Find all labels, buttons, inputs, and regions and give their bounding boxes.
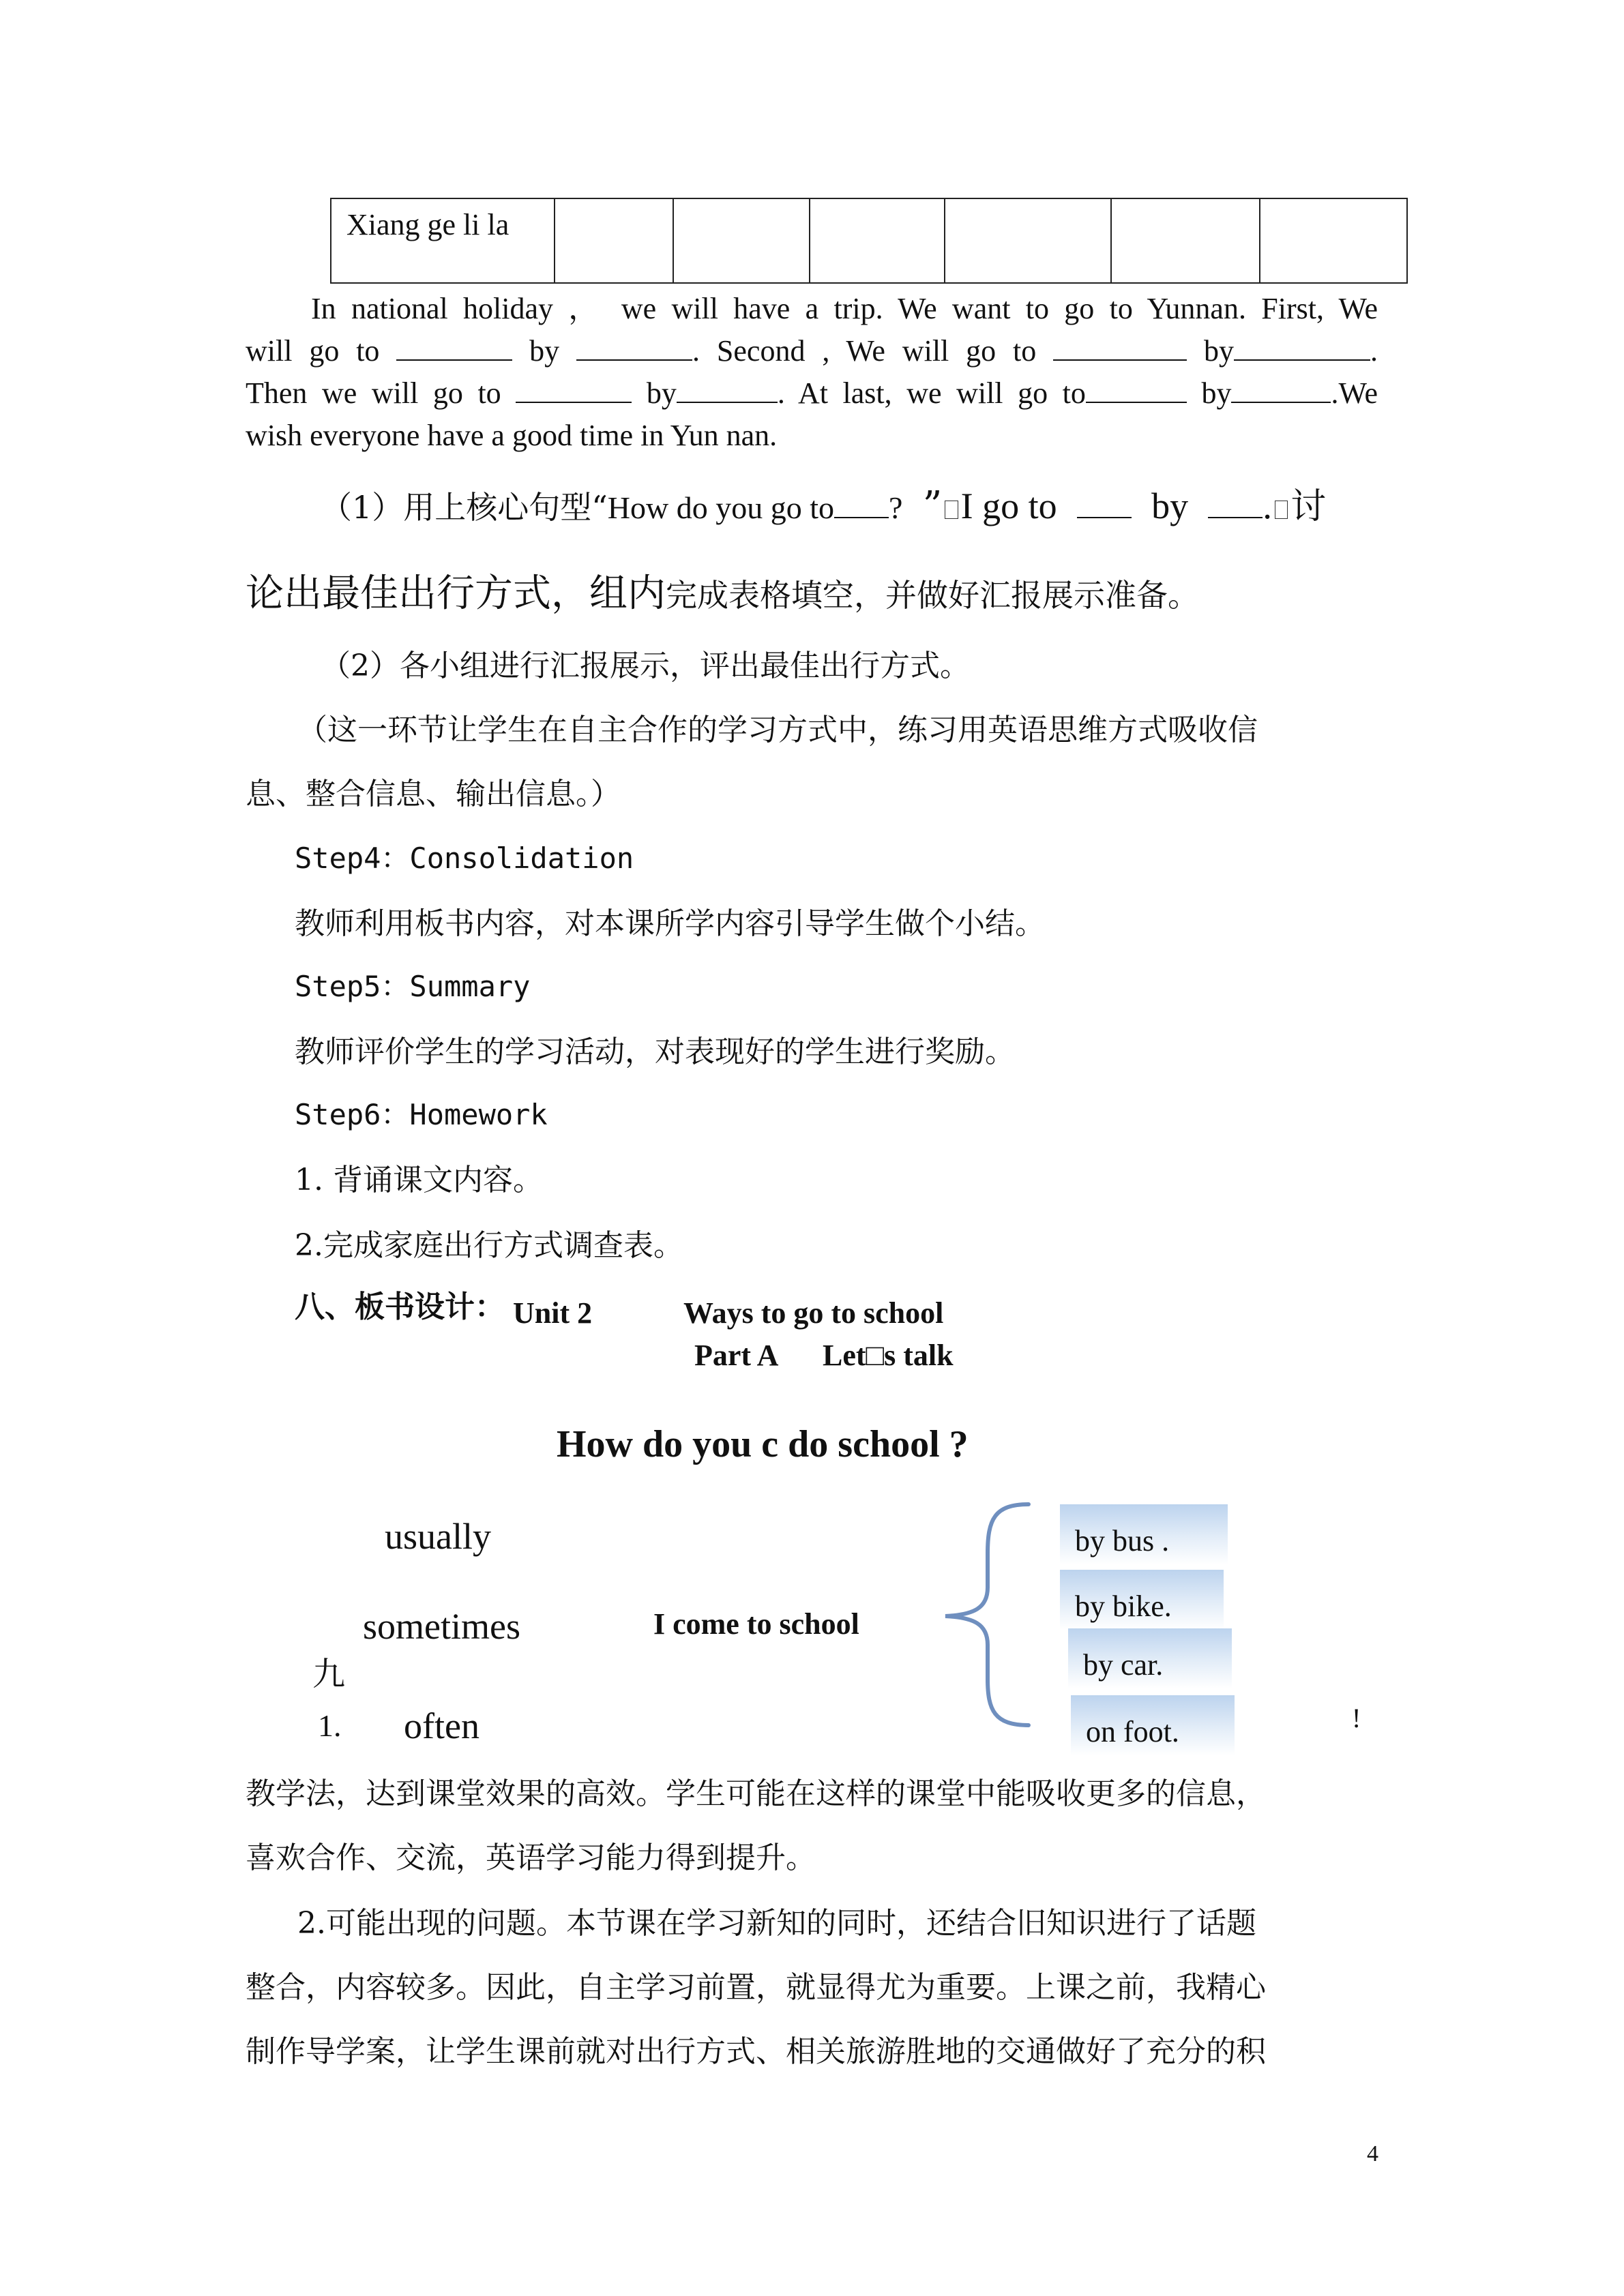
trip-paragraph: [246, 288, 1378, 457]
empty-cell[interactable]: [810, 198, 945, 283]
board-heading: 八、板书设计：: [295, 1289, 505, 1324]
freq-often: often: [404, 1705, 479, 1746]
after-line-1: 教学法，达到课堂效果的高效。学生可能在这样的课堂中能吸收更多的信息，: [246, 1776, 1266, 1811]
step4-text: 教师利用板书内容，对本课所学内容引导学生做个小结。: [295, 906, 1045, 941]
freq-sometimes: sometimes: [363, 1606, 520, 1647]
way-label: by car.: [1083, 1648, 1164, 1682]
para-line-3: Then we will go to by . At last, we will go to by .We: [246, 376, 1378, 410]
blank-field[interactable]: [576, 335, 692, 361]
homework-2: 2.完成家庭出行方式调查表。: [295, 1228, 683, 1263]
step5-text: 教师评价学生的学习活动，对表现好的学生进行奖励。: [295, 1034, 1015, 1069]
board-unit: Unit 2: [513, 1296, 593, 1330]
blank-field[interactable]: [1231, 377, 1331, 403]
table-row: [331, 198, 1407, 283]
note-line-1: （这一环节让学生在自主合作的学习方式中，练习用英语思维方式吸收信: [297, 713, 1258, 747]
way-box-car: [1068, 1628, 1232, 1688]
item-2: （2）各小组进行汇报展示，评出最佳出行方式。: [321, 648, 970, 683]
para-line-4: wish everyone have a good time in Yun nan.: [246, 419, 778, 452]
nine-heading-fragment: 九: [312, 1655, 346, 1693]
page-number: 4: [1367, 2141, 1378, 2166]
place-cell: Xiang ge li la: [331, 198, 555, 283]
para-line-1: In national holiday ， we will have a trip. We want to go to Yunnan. First, We: [311, 292, 1378, 325]
item-1-line-2: 论出最佳出行方式，组内完成表格填空，并做好汇报展示准备。: [246, 571, 1199, 616]
board-sentence: I come to school: [653, 1607, 859, 1641]
homework-1: 1. 背诵课文内容。: [295, 1163, 543, 1197]
empty-cell[interactable]: [673, 198, 810, 283]
edge-mark: !: [1352, 1703, 1361, 1733]
blank-field[interactable]: [1077, 492, 1132, 518]
blank-field[interactable]: [516, 377, 632, 403]
empty-cell[interactable]: [945, 198, 1111, 283]
list-number-1: 1.: [318, 1708, 342, 1743]
empty-cell[interactable]: [1260, 198, 1407, 283]
brace-icon: [940, 1499, 1035, 1731]
blank-field[interactable]: [1208, 492, 1263, 518]
after-line-4: 整合，内容较多。因此，自主学习前置，就显得尤为重要。上课之前，我精心: [246, 1970, 1266, 2005]
board-question: How do you c do school ?: [557, 1423, 969, 1465]
empty-cell[interactable]: [1111, 198, 1260, 283]
empty-cell[interactable]: [555, 198, 673, 283]
step4-title: Step4：Consolidation: [295, 841, 634, 875]
board-part-title: Let□s talk: [823, 1339, 954, 1372]
blank-field[interactable]: [396, 335, 512, 361]
step5-title: Step5：Summary: [295, 970, 531, 1003]
blank-field[interactable]: [834, 492, 889, 518]
freq-usually: usually: [385, 1516, 491, 1557]
blank-field[interactable]: [677, 377, 778, 403]
way-box-foot: [1071, 1695, 1235, 1755]
blank-field[interactable]: [1234, 335, 1370, 361]
way-box-bike: [1060, 1570, 1224, 1630]
after-line-3: 2.可能出现的问题。本节课在学习新知的同时，还结合旧知识进行了话题: [297, 1906, 1256, 1941]
trip-table: [330, 198, 1408, 284]
blank-field[interactable]: [1086, 377, 1187, 403]
blank-field[interactable]: [1053, 335, 1187, 361]
after-line-5: 制作导学案，让学生课前就对出行方式、相关旅游胜地的交通做好了充分的积: [246, 2034, 1266, 2069]
board-part: Part A: [694, 1339, 779, 1372]
board-unit-title: Ways to go to school: [683, 1296, 944, 1330]
way-label: by bike.: [1075, 1590, 1172, 1623]
para-line-2: will go to by . Second , We will go to by .: [246, 334, 1378, 368]
way-label: by bus .: [1075, 1524, 1170, 1557]
item-1-line-1: （1）用上核心句型“How do you go to ? ” □ I go to by . □ 讨: [321, 483, 1327, 528]
way-box-bus: [1060, 1504, 1228, 1564]
after-line-2: 喜欢合作、交流，英语学习能力得到提升。: [246, 1840, 816, 1875]
way-label: on foot.: [1086, 1715, 1179, 1748]
note-line-2: 息、整合信息、输出信息。）: [246, 777, 621, 811]
step6-title: Step6：Homework: [295, 1098, 548, 1131]
